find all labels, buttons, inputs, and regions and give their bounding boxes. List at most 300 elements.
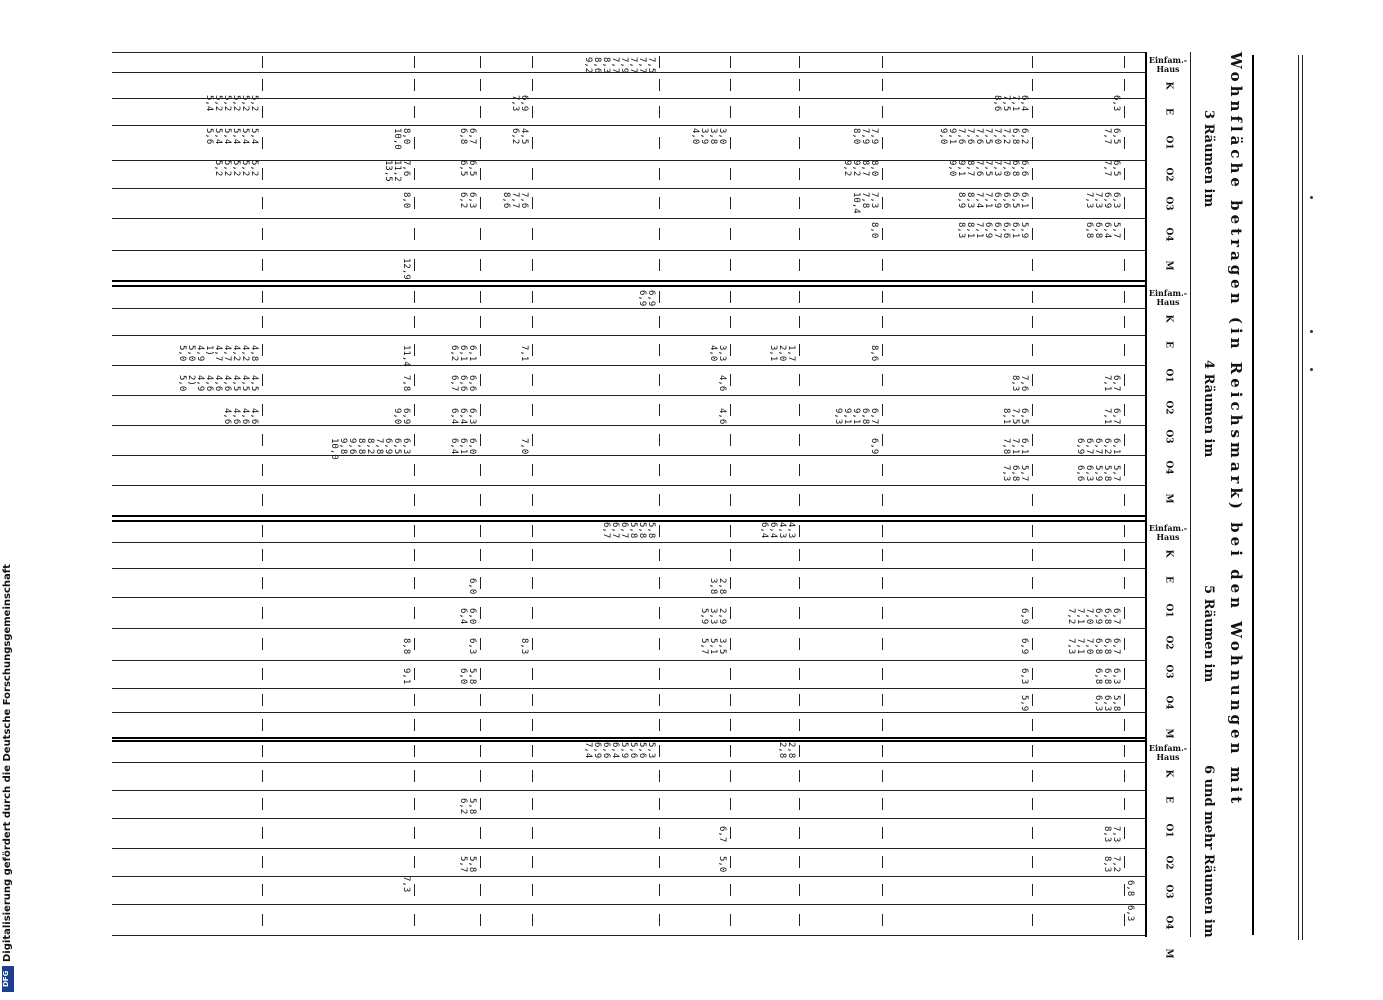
empty-cell-dash	[532, 577, 533, 589]
table-cell: 5,8 5,7	[458, 856, 477, 873]
empty-cell-dash	[659, 79, 660, 91]
empty-cell-dash	[262, 291, 263, 303]
empty-cell-dash	[532, 137, 533, 149]
table-cell: 7,9 7,9 8,0	[851, 128, 879, 145]
empty-cell-dash	[882, 719, 883, 731]
empty-cell-dash	[480, 168, 481, 180]
table-cell: 6,3 6,4 6,4	[449, 408, 477, 425]
empty-cell-dash	[1032, 525, 1033, 537]
empty-cell-dash	[730, 434, 731, 446]
empty-cell-dash	[799, 914, 800, 926]
column-header: O1	[1163, 368, 1174, 383]
empty-cell-dash	[480, 259, 481, 271]
column-header: O3	[1163, 883, 1174, 899]
empty-cell-dash	[532, 106, 533, 118]
empty-cell-dash	[262, 638, 263, 650]
table-cell: 5,7 6,8 7,3	[1001, 465, 1029, 482]
row-rule	[112, 597, 1145, 598]
empty-cell-dash	[799, 549, 800, 561]
empty-cell-dash	[262, 316, 263, 328]
empty-cell-dash	[1032, 404, 1033, 416]
empty-cell-dash	[414, 259, 415, 271]
table-cell: 7,2 8,3	[1102, 856, 1121, 873]
empty-cell-dash	[659, 316, 660, 328]
row-rule	[112, 250, 1145, 251]
row-rule	[112, 568, 1145, 569]
empty-cell-dash	[1124, 694, 1125, 706]
empty-cell-dash	[1124, 549, 1125, 561]
table-cell: 8,0	[869, 222, 879, 239]
empty-cell-dash	[1032, 197, 1033, 209]
row-rule	[112, 790, 1145, 791]
empty-cell-dash	[1124, 79, 1125, 91]
empty-cell-dash	[480, 798, 481, 810]
empty-cell-dash	[262, 745, 263, 757]
empty-cell-dash	[414, 668, 415, 680]
empty-cell-dash	[414, 694, 415, 706]
table-cell: 6,7 6,8 9,1 9,1 9,3	[833, 408, 879, 425]
empty-cell-dash	[659, 827, 660, 839]
empty-cell-dash	[532, 745, 533, 757]
empty-cell-dash	[480, 494, 481, 506]
empty-cell-dash	[414, 434, 415, 446]
table-cell: 6,3	[1125, 905, 1135, 922]
empty-cell-dash	[1124, 168, 1125, 180]
column-header: O2	[1163, 634, 1174, 650]
empty-cell-dash	[799, 638, 800, 650]
empty-cell-dash	[799, 719, 800, 731]
table-cell: 4,6 4,6 4,6 4,6	[222, 408, 259, 425]
empty-cell-dash	[532, 197, 533, 209]
empty-cell-dash	[1124, 525, 1125, 537]
empty-cell-dash	[1124, 291, 1125, 303]
column-header: O1	[1163, 603, 1174, 618]
empty-cell-dash	[262, 549, 263, 561]
empty-cell-dash	[1032, 577, 1033, 589]
empty-cell-dash	[480, 404, 481, 416]
row-rule	[112, 285, 1145, 287]
row-rule	[112, 52, 1145, 53]
empty-cell-dash	[414, 770, 415, 782]
empty-cell-dash	[799, 856, 800, 868]
empty-cell-dash	[414, 56, 415, 68]
table-cell: 7,3 8,3	[1102, 826, 1121, 843]
empty-cell-dash	[1124, 494, 1125, 506]
column-header: M	[1163, 948, 1174, 958]
empty-cell-dash	[659, 770, 660, 782]
empty-cell-dash	[414, 137, 415, 149]
row-rule	[112, 876, 1145, 877]
table-cell: 4,6	[717, 375, 727, 392]
empty-cell-dash	[799, 106, 800, 118]
table-cell: 8,3	[519, 638, 529, 655]
empty-cell-dash	[1032, 549, 1033, 561]
empty-cell-dash	[799, 291, 800, 303]
empty-cell-dash	[1032, 694, 1033, 706]
empty-cell-dash	[882, 607, 883, 619]
empty-cell-dash	[730, 770, 731, 782]
table-cell: 8,8	[401, 638, 411, 655]
empty-cell-dash	[262, 668, 263, 680]
empty-cell-dash	[730, 106, 731, 118]
empty-cell-dash	[1032, 770, 1033, 782]
row-rule	[112, 737, 1145, 739]
column-header: O2	[1163, 399, 1174, 415]
empty-cell-dash	[1124, 374, 1125, 386]
empty-cell-dash	[730, 316, 731, 328]
empty-cell-dash	[262, 607, 263, 619]
empty-cell-dash	[1124, 719, 1125, 731]
empty-cell-dash	[262, 914, 263, 926]
table-cell: 6,0	[467, 578, 477, 595]
empty-cell-dash	[730, 374, 731, 386]
table-cell: 6,3 6,9 7,3 7,3	[1084, 192, 1121, 209]
column-header: M	[1163, 728, 1174, 738]
row-rule	[112, 425, 1145, 426]
empty-cell-dash	[262, 827, 263, 839]
empty-cell-dash	[262, 884, 263, 896]
empty-cell-dash	[659, 464, 660, 476]
main-heading: Wohnfläche betragen (in Reichsmark) bei den Wohnungen mit	[1227, 52, 1245, 808]
table-cell: 8,6	[869, 345, 879, 362]
empty-cell-dash	[480, 291, 481, 303]
empty-cell-dash	[730, 228, 731, 240]
empty-cell-dash	[262, 79, 263, 91]
table-cell: 4,5 4,5 4,5 4,6 4,6 4,6 4,9 2) 5,0	[177, 375, 259, 392]
empty-cell-dash	[659, 745, 660, 757]
empty-cell-dash	[882, 914, 883, 926]
empty-cell-dash	[480, 525, 481, 537]
empty-cell-dash	[659, 856, 660, 868]
empty-cell-dash	[480, 344, 481, 356]
empty-cell-dash	[659, 259, 660, 271]
empty-cell-dash	[532, 770, 533, 782]
table-cell: 6,8	[1125, 880, 1135, 897]
empty-cell-dash	[1032, 827, 1033, 839]
empty-cell-dash	[1032, 291, 1033, 303]
table-cell: 12,9	[401, 258, 411, 280]
empty-cell-dash	[1124, 914, 1125, 926]
row-rule	[112, 818, 1145, 819]
table-cell: 4,6	[717, 408, 727, 425]
empty-cell-dash	[262, 374, 263, 386]
empty-cell-dash	[262, 344, 263, 356]
empty-cell-dash	[480, 56, 481, 68]
row-rule	[112, 762, 1145, 763]
empty-cell-dash	[480, 79, 481, 91]
empty-cell-dash	[480, 577, 481, 589]
empty-cell-dash	[532, 404, 533, 416]
table-cell: 5,4 5,4 5,4 5,4 5,4 5,6	[204, 128, 259, 145]
table-cell: 6,7 6,8 6,9 7,0 7,1 7,2	[1066, 608, 1121, 625]
empty-cell-dash	[659, 344, 660, 356]
empty-cell-dash	[262, 404, 263, 416]
empty-cell-dash	[262, 56, 263, 68]
empty-cell-dash	[532, 259, 533, 271]
row-rule	[112, 660, 1145, 661]
empty-cell-dash	[262, 168, 263, 180]
empty-cell-dash	[730, 137, 731, 149]
row-rule	[112, 365, 1145, 366]
table-cell: 6,1 7,1 7,8	[1001, 438, 1029, 455]
table-cell: 6,5 7,7	[1102, 128, 1121, 145]
empty-cell-dash	[532, 798, 533, 810]
empty-cell-dash	[480, 914, 481, 926]
empty-cell-dash	[882, 549, 883, 561]
empty-cell-dash	[414, 525, 415, 537]
table-cell: 8,0	[401, 192, 411, 209]
table-cell: 6,0 6,1 6,4	[449, 438, 477, 455]
empty-cell-dash	[799, 404, 800, 416]
empty-cell-dash	[262, 106, 263, 118]
empty-cell-dash	[882, 168, 883, 180]
table-cell: 7,3	[401, 876, 411, 893]
empty-cell-dash	[659, 404, 660, 416]
row-rule	[112, 542, 1145, 543]
empty-cell-dash	[1124, 344, 1125, 356]
column-header: O2	[1163, 854, 1174, 870]
table-cell: 5,9 6,1 6,6 6,7 6,9 7,1 8,1 8,3	[956, 222, 1029, 239]
empty-cell-dash	[882, 434, 883, 446]
empty-cell-dash	[1032, 434, 1033, 446]
empty-cell-dash	[414, 607, 415, 619]
table-cell: 6,6 6,8 7,0 7,3 7,5 7,6 8,7 9,1 9,0	[947, 160, 1029, 177]
row-rule	[112, 98, 1145, 99]
row-rule	[112, 335, 1145, 336]
empty-cell-dash	[1124, 106, 1125, 118]
empty-cell-dash	[532, 827, 533, 839]
row-rule	[112, 628, 1145, 629]
empty-cell-dash	[414, 856, 415, 868]
empty-cell-dash	[799, 577, 800, 589]
empty-cell-dash	[414, 827, 415, 839]
row-rule	[112, 515, 1145, 517]
table-cell: 7,1	[519, 345, 529, 362]
empty-cell-dash	[799, 79, 800, 91]
column-header: K	[1163, 769, 1174, 777]
row-rule	[112, 848, 1145, 849]
empty-cell-dash	[799, 316, 800, 328]
table-cell: 6,3	[1111, 95, 1121, 112]
empty-cell-dash	[1124, 197, 1125, 209]
empty-cell-dash	[1032, 607, 1033, 619]
table-cell: 3,5 5,1 5,7	[699, 638, 727, 655]
table-cell: 6,7	[717, 826, 727, 843]
empty-cell-dash	[882, 577, 883, 589]
table-cell: 5,3 5,6 5,6 5,9 6,4 6,6 6,9 7,4	[583, 742, 656, 759]
column-header: O1	[1163, 823, 1174, 838]
table-cell: 5,7 5,8 5,9 6,3 6,6	[1075, 465, 1121, 482]
empty-cell-dash	[882, 856, 883, 868]
table-cell: 6,5 7,7	[1102, 160, 1121, 177]
empty-cell-dash	[730, 884, 731, 896]
table-cell: 6,1 6,1 6,2	[449, 345, 477, 362]
empty-cell-dash	[532, 694, 533, 706]
row-rule	[112, 455, 1145, 456]
table-cell: 5,0	[717, 856, 727, 873]
table-cell: 9,1	[401, 668, 411, 685]
empty-cell-dash	[882, 374, 883, 386]
column-header: M	[1163, 260, 1174, 270]
empty-cell-dash	[532, 668, 533, 680]
empty-cell-dash	[480, 228, 481, 240]
dfg-logo	[2, 966, 14, 992]
table-cell: 6,3 6,5 6,9 7,8 8,2 8,8 9,6 9,8 10,0	[329, 438, 411, 460]
empty-cell-dash	[1032, 228, 1033, 240]
empty-cell-dash	[730, 668, 731, 680]
empty-cell-dash	[659, 197, 660, 209]
empty-cell-dash	[262, 494, 263, 506]
empty-cell-dash	[532, 525, 533, 537]
table-cell: 5,8 6,3 6,3	[1093, 695, 1121, 712]
empty-cell-dash	[262, 798, 263, 810]
column-header: O4	[1163, 694, 1174, 710]
empty-cell-dash	[1124, 404, 1125, 416]
table-cell: 6,7 6,8	[458, 128, 477, 145]
empty-cell-dash	[659, 494, 660, 506]
row-rule	[112, 712, 1145, 713]
empty-cell-dash	[1032, 464, 1033, 476]
footer-credit: Digitalisierung gefördert durch die Deutsche Forschungsgemeinschaft	[2, 564, 13, 962]
empty-cell-dash	[532, 228, 533, 240]
empty-cell-dash	[414, 344, 415, 356]
empty-cell-dash	[882, 525, 883, 537]
column-header: M	[1163, 493, 1174, 503]
empty-cell-dash	[480, 719, 481, 731]
table-cell: 6,7 7,1	[1102, 408, 1121, 425]
empty-cell-dash	[414, 494, 415, 506]
empty-cell-dash	[659, 914, 660, 926]
column-header: K	[1163, 314, 1174, 322]
empty-cell-dash	[659, 106, 660, 118]
empty-cell-dash	[1032, 745, 1033, 757]
empty-cell-dash	[730, 404, 731, 416]
table-cell: 3,3 4,0	[708, 345, 727, 362]
empty-cell-dash	[730, 798, 731, 810]
empty-cell-dash	[532, 549, 533, 561]
empty-cell-dash	[1032, 914, 1033, 926]
empty-cell-dash	[799, 434, 800, 446]
empty-cell-dash	[532, 494, 533, 506]
empty-cell-dash	[799, 525, 800, 537]
empty-cell-dash	[532, 719, 533, 731]
empty-cell-dash	[1124, 464, 1125, 476]
empty-cell-dash	[799, 770, 800, 782]
empty-cell-dash	[730, 291, 731, 303]
empty-cell-dash	[262, 259, 263, 271]
empty-cell-dash	[882, 291, 883, 303]
column-header: Einfam.-Haus	[1148, 287, 1188, 307]
empty-cell-dash	[730, 694, 731, 706]
empty-cell-dash	[480, 694, 481, 706]
empty-cell-dash	[262, 137, 263, 149]
table-cell: 2,8 3,8	[708, 578, 727, 595]
empty-cell-dash	[532, 464, 533, 476]
empty-cell-dash	[882, 745, 883, 757]
empty-cell-dash	[799, 228, 800, 240]
empty-cell-dash	[799, 607, 800, 619]
column-header: Einfam.-Haus	[1148, 742, 1188, 762]
column-header: Einfam.-Haus	[1148, 522, 1188, 542]
frame-right-2	[1298, 55, 1299, 940]
table-cell: 2,9 3,3 5,9	[699, 608, 727, 625]
column-header: O1	[1163, 135, 1174, 150]
empty-cell-dash	[414, 464, 415, 476]
empty-cell-dash	[414, 404, 415, 416]
empty-cell-dash	[480, 745, 481, 757]
empty-cell-dash	[1124, 607, 1125, 619]
table-cell: 3,0 3,8 3,9 4,0	[690, 128, 727, 145]
empty-cell-dash	[799, 168, 800, 180]
empty-cell-dash	[1124, 745, 1125, 757]
row-rule	[112, 688, 1145, 689]
empty-cell-dash	[659, 607, 660, 619]
empty-cell-dash	[1032, 168, 1033, 180]
empty-cell-dash	[659, 434, 660, 446]
empty-cell-dash	[1124, 137, 1125, 149]
table-cell: 7,6 8,3	[1010, 375, 1029, 392]
table-cell: 5,8 6,2	[458, 798, 477, 815]
column-header: E	[1163, 108, 1174, 115]
table-cell: 6,5 7,5 8,1	[1001, 408, 1029, 425]
empty-cell-dash	[730, 638, 731, 650]
table-cell: 7,6 7,7 8,6	[501, 192, 529, 209]
table-cell: 6,3 6,2	[458, 192, 477, 209]
empty-cell-dash	[882, 259, 883, 271]
empty-cell-dash	[1124, 316, 1125, 328]
empty-cell-dash	[882, 668, 883, 680]
table-cell: 6,7 6,8 6,8 7,0 7,1 7,3	[1066, 638, 1121, 655]
table-cell: 6,6 6,6 6,7	[449, 375, 477, 392]
column-header: O2	[1163, 166, 1174, 182]
empty-cell-dash	[262, 464, 263, 476]
empty-cell-dash	[799, 494, 800, 506]
empty-cell-dash	[480, 316, 481, 328]
column-header: O4	[1163, 914, 1174, 930]
empty-cell-dash	[659, 638, 660, 650]
empty-cell-dash	[730, 745, 731, 757]
empty-cell-dash	[532, 434, 533, 446]
table-cell: 6,9	[1019, 638, 1029, 655]
empty-cell-dash	[882, 79, 883, 91]
empty-cell-dash	[882, 770, 883, 782]
empty-cell-dash	[480, 827, 481, 839]
empty-cell-dash	[799, 464, 800, 476]
column-header: O4	[1163, 226, 1174, 242]
empty-cell-dash	[262, 694, 263, 706]
empty-cell-dash	[730, 856, 731, 868]
empty-cell-dash	[659, 168, 660, 180]
empty-cell-dash	[799, 668, 800, 680]
empty-cell-dash	[882, 694, 883, 706]
empty-cell-dash	[799, 259, 800, 271]
empty-cell-dash	[262, 434, 263, 446]
empty-cell-dash	[480, 770, 481, 782]
empty-cell-dash	[262, 577, 263, 589]
empty-cell-dash	[659, 56, 660, 68]
empty-cell-dash	[799, 798, 800, 810]
table-cell: 1,7 2,0 3,1	[768, 345, 796, 362]
empty-cell-dash	[414, 197, 415, 209]
empty-cell-dash	[1032, 106, 1033, 118]
table-cell: 6,3 6,8 6,8	[1093, 668, 1121, 685]
empty-cell-dash	[1032, 798, 1033, 810]
empty-cell-dash	[882, 316, 883, 328]
empty-cell-dash	[262, 719, 263, 731]
empty-cell-dash	[480, 884, 481, 896]
empty-cell-dash	[799, 344, 800, 356]
column-header: O4	[1163, 459, 1174, 475]
